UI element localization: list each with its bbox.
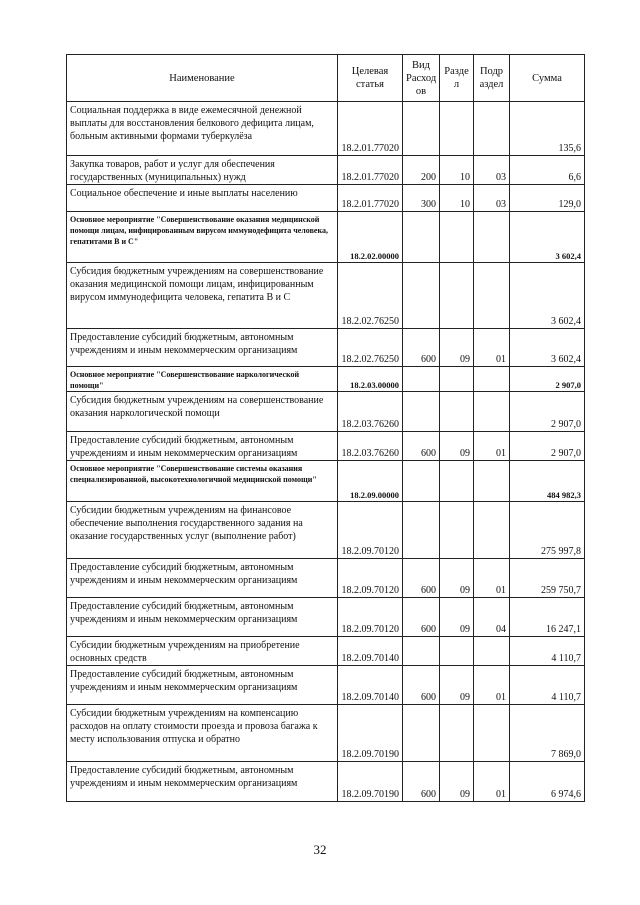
table-row bbox=[67, 559, 585, 598]
cell-podr bbox=[474, 461, 510, 502]
cell-name: Субсидии бюджетным учреждениям на приобретение основных средств bbox=[67, 637, 338, 666]
cell-razd: 10 bbox=[440, 185, 474, 212]
cell-vid bbox=[403, 461, 440, 502]
cell-podr bbox=[474, 502, 510, 559]
cell-name: Субсидия бюджетным учреждениям на совершенствование оказания наркологической помощи bbox=[67, 392, 338, 432]
table-row bbox=[67, 432, 585, 461]
cell-name: Предоставление субсидий бюджетным, автономным учреждениям и иным некоммерческим организациям bbox=[67, 559, 338, 598]
cell-name: Предоставление субсидий бюджетным, автономным учреждениям и иным некоммерческим организациям bbox=[67, 598, 338, 637]
cell-podr bbox=[474, 705, 510, 762]
cell-name: Субсидии бюджетным учреждениям на финансовое обеспечение выполнения государственного задания на оказание государственных услуг (выполнение работ) bbox=[67, 502, 338, 559]
cell-sum: 16 247,1 bbox=[510, 598, 585, 637]
cell-sum: 3 602,4 bbox=[510, 212, 585, 263]
cell-code: 18.2.09.70140 bbox=[338, 637, 403, 666]
cell-razd: 09 bbox=[440, 329, 474, 367]
cell-code: 18.2.02.76250 bbox=[338, 263, 403, 329]
cell-vid: 200 bbox=[403, 156, 440, 185]
cell-razd bbox=[440, 367, 474, 392]
cell-razd: 09 bbox=[440, 666, 474, 705]
cell-name: Основное мероприятие "Совершенствование наркологической помощи" bbox=[67, 367, 338, 392]
cell-code: 18.2.02.00000 bbox=[338, 212, 403, 263]
cell-code: 18.2.09.70120 bbox=[338, 559, 403, 598]
cell-razd bbox=[440, 212, 474, 263]
table-row bbox=[67, 502, 585, 559]
cell-podr: 03 bbox=[474, 156, 510, 185]
budget-table bbox=[66, 54, 585, 802]
cell-name: Предоставление субсидий бюджетным, автономным учреждениям и иным некоммерческим организациям bbox=[67, 329, 338, 367]
cell-code: 18.2.01.77020 bbox=[338, 102, 403, 156]
cell-sum: 3 602,4 bbox=[510, 329, 585, 367]
cell-sum: 3 602,4 bbox=[510, 263, 585, 329]
cell-razd: 09 bbox=[440, 432, 474, 461]
cell-vid bbox=[403, 502, 440, 559]
cell-name: Закупка товаров, работ и услуг для обеспечения государственных (муниципальных) нужд bbox=[67, 156, 338, 185]
table-row bbox=[67, 156, 585, 185]
cell-sum: 135,6 bbox=[510, 102, 585, 156]
table-row bbox=[67, 598, 585, 637]
table-row bbox=[67, 461, 585, 502]
cell-razd bbox=[440, 392, 474, 432]
cell-sum: 2 907,0 bbox=[510, 432, 585, 461]
cell-podr bbox=[474, 263, 510, 329]
cell-vid: 300 bbox=[403, 185, 440, 212]
header-vid: Вид Расход ов bbox=[403, 55, 440, 102]
cell-sum: 129,0 bbox=[510, 185, 585, 212]
cell-name: Основное мероприятие "Совершенствование системы оказания специализированной, высокотехнологичной медицинской помощи" bbox=[67, 461, 338, 502]
cell-vid bbox=[403, 392, 440, 432]
cell-vid bbox=[403, 102, 440, 156]
header-sum: Сумма bbox=[510, 55, 585, 102]
cell-podr: 01 bbox=[474, 432, 510, 461]
table-header-row bbox=[67, 55, 585, 102]
cell-sum: 6,6 bbox=[510, 156, 585, 185]
budget-table-sheet bbox=[66, 54, 584, 802]
cell-vid: 600 bbox=[403, 666, 440, 705]
cell-sum: 4 110,7 bbox=[510, 666, 585, 705]
cell-podr: 01 bbox=[474, 666, 510, 705]
cell-razd: 09 bbox=[440, 762, 474, 802]
table-row bbox=[67, 637, 585, 666]
cell-code: 18.2.09.70120 bbox=[338, 598, 403, 637]
table-row bbox=[67, 392, 585, 432]
cell-podr bbox=[474, 212, 510, 263]
cell-sum: 7 869,0 bbox=[510, 705, 585, 762]
cell-vid bbox=[403, 367, 440, 392]
cell-code: 18.2.09.70120 bbox=[338, 502, 403, 559]
cell-podr: 04 bbox=[474, 598, 510, 637]
cell-code: 18.2.03.76260 bbox=[338, 392, 403, 432]
cell-code: 18.2.03.76260 bbox=[338, 432, 403, 461]
cell-code: 18.2.09.70140 bbox=[338, 666, 403, 705]
table-row bbox=[67, 705, 585, 762]
table-row bbox=[67, 102, 585, 156]
cell-code: 18.2.09.00000 bbox=[338, 461, 403, 502]
header-razd: Разде л bbox=[440, 55, 474, 102]
cell-code: 18.2.03.00000 bbox=[338, 367, 403, 392]
table-body bbox=[67, 102, 585, 802]
cell-code: 18.2.02.76250 bbox=[338, 329, 403, 367]
cell-code: 18.2.09.70190 bbox=[338, 705, 403, 762]
cell-sum: 4 110,7 bbox=[510, 637, 585, 666]
table-row bbox=[67, 367, 585, 392]
cell-name: Предоставление субсидий бюджетным, автономным учреждениям и иным некоммерческим организациям bbox=[67, 762, 338, 802]
cell-name: Субсидии бюджетным учреждениям на компенсацию расходов на оплату стоимости проезда и провоза багажа к месту использования отпуска и обратно bbox=[67, 705, 338, 762]
cell-podr: 01 bbox=[474, 762, 510, 802]
cell-sum: 2 907,0 bbox=[510, 367, 585, 392]
cell-name: Предоставление субсидий бюджетным, автономным учреждениям и иным некоммерческим организациям bbox=[67, 666, 338, 705]
cell-podr: 01 bbox=[474, 559, 510, 598]
header-podr: Подр аздел bbox=[474, 55, 510, 102]
cell-vid: 600 bbox=[403, 432, 440, 461]
cell-vid bbox=[403, 263, 440, 329]
cell-podr bbox=[474, 392, 510, 432]
cell-sum: 6 974,6 bbox=[510, 762, 585, 802]
cell-vid: 600 bbox=[403, 598, 440, 637]
cell-name: Социальное обеспечение и иные выплаты населению bbox=[67, 185, 338, 212]
cell-razd: 10 bbox=[440, 156, 474, 185]
cell-sum: 2 907,0 bbox=[510, 392, 585, 432]
cell-razd bbox=[440, 263, 474, 329]
cell-podr bbox=[474, 637, 510, 666]
cell-name: Социальная поддержка в виде ежемесячной денежной выплаты для восстановления белкового дефицита лицам, больным активными формами туберкулёза bbox=[67, 102, 338, 156]
table-row bbox=[67, 666, 585, 705]
cell-vid bbox=[403, 637, 440, 666]
cell-razd bbox=[440, 102, 474, 156]
page-number: 32 bbox=[313, 842, 327, 857]
cell-name: Основное мероприятие "Совершенствование оказания медицинской помощи лицам, инфицированным вирусом иммунодефицита человека, гепатитами В и С" bbox=[67, 212, 338, 263]
cell-name: Субсидия бюджетным учреждениям на совершенствование оказания медицинской помощи лицам, инфицированным вирусом иммунодефицита человека, гепатита В и С bbox=[67, 263, 338, 329]
cell-razd bbox=[440, 705, 474, 762]
cell-vid: 600 bbox=[403, 559, 440, 598]
cell-vid: 600 bbox=[403, 329, 440, 367]
header-code: Целевая статья bbox=[338, 55, 403, 102]
table-row bbox=[67, 329, 585, 367]
cell-vid: 600 bbox=[403, 762, 440, 802]
cell-podr bbox=[474, 367, 510, 392]
cell-razd bbox=[440, 461, 474, 502]
cell-code: 18.2.01.77020 bbox=[338, 185, 403, 212]
cell-code: 18.2.09.70190 bbox=[338, 762, 403, 802]
table-row bbox=[67, 263, 585, 329]
cell-name: Предоставление субсидий бюджетным, автономным учреждениям и иным некоммерческим организациям bbox=[67, 432, 338, 461]
table-row bbox=[67, 185, 585, 212]
cell-razd: 09 bbox=[440, 559, 474, 598]
cell-vid bbox=[403, 705, 440, 762]
cell-podr: 01 bbox=[474, 329, 510, 367]
cell-razd bbox=[440, 502, 474, 559]
cell-podr: 03 bbox=[474, 185, 510, 212]
cell-vid bbox=[403, 212, 440, 263]
cell-sum: 484 982,3 bbox=[510, 461, 585, 502]
table-row bbox=[67, 762, 585, 802]
cell-razd: 09 bbox=[440, 598, 474, 637]
cell-code: 18.2.01.77020 bbox=[338, 156, 403, 185]
cell-sum: 259 750,7 bbox=[510, 559, 585, 598]
cell-razd bbox=[440, 637, 474, 666]
table-row bbox=[67, 212, 585, 263]
header-name: Наименование bbox=[67, 55, 338, 102]
cell-podr bbox=[474, 102, 510, 156]
cell-sum: 275 997,8 bbox=[510, 502, 585, 559]
